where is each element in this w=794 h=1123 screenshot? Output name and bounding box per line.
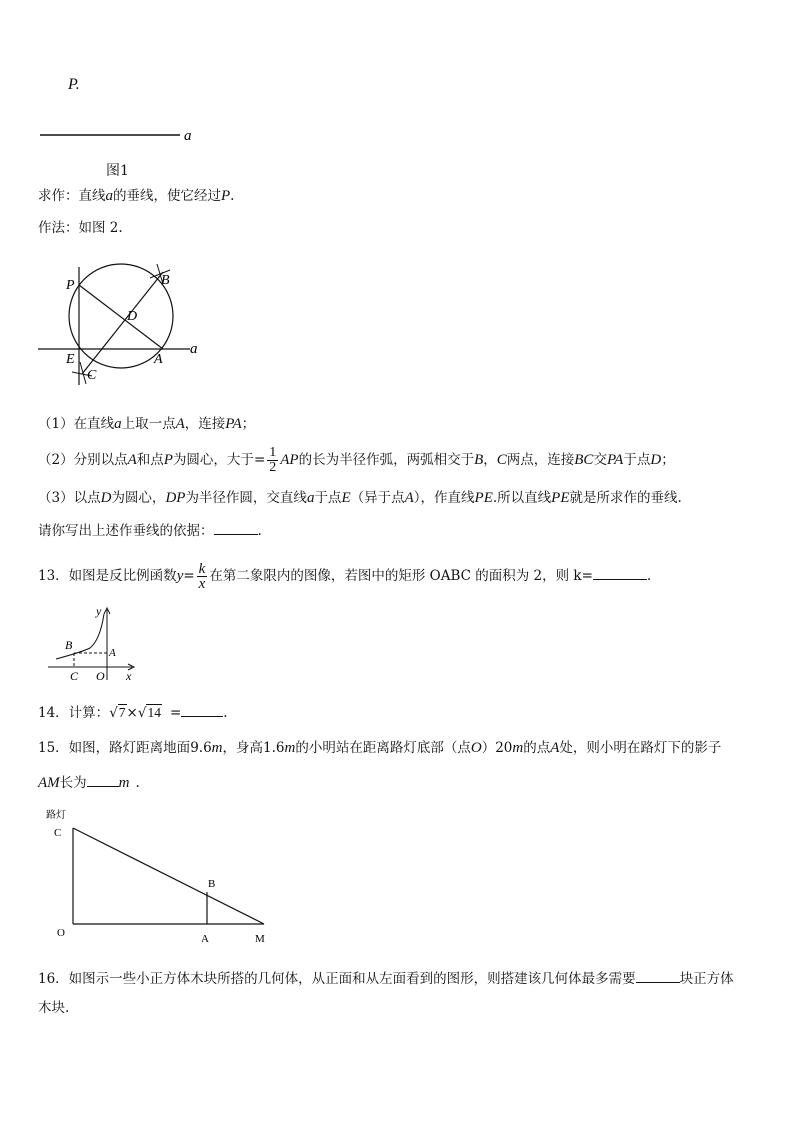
q15-label-A: A xyxy=(201,933,209,945)
answer-blank-14[interactable] xyxy=(181,702,223,717)
q13-label-y: y xyxy=(96,604,102,618)
fig1-line-label: a xyxy=(184,128,192,144)
answer-blank-12[interactable] xyxy=(214,520,258,535)
answer-blank-16[interactable] xyxy=(636,968,680,983)
question-16-line-2: 木块. xyxy=(38,1000,70,1016)
fig2-label-A: A xyxy=(154,352,163,367)
fig2-label-D: D xyxy=(127,309,138,324)
fig2-line-PA xyxy=(79,285,163,349)
figure-1 xyxy=(38,74,208,184)
q13-label-O: O xyxy=(96,669,105,683)
q13-label-B: B xyxy=(65,638,73,652)
q15-label-O: O xyxy=(57,927,65,939)
step-2: （2）分别以点A和点P为圆心，大于= $\frac{1}{2}$ AP的长为半径作弧，两弧相交于B，C两点，连接BC交PA于点D； xyxy=(38,445,675,475)
fig2-label-C: C xyxy=(87,368,97,383)
step-3: （3）以点D为圆心，DP为半径作圆，交直线a于点E（异于点A），作直线PE.所以直线PE就是所求作的垂线. xyxy=(38,490,682,506)
fig1-caption: 图1 xyxy=(106,163,129,179)
q13-label-x: x xyxy=(126,669,132,683)
step-2-fraction: $\frac{1}{2}$ xyxy=(269,445,277,475)
q15-label-C: C xyxy=(54,827,62,839)
fig1-point-label: P. xyxy=(68,76,80,93)
question-13: 13．如图是反比例函数y= $\frac{k}{x}$ 在第二象限内的图像，若图中的矩形 OABC 的面积为 2，则 k= . xyxy=(38,561,652,592)
q13-hyperbola xyxy=(56,614,104,659)
step-ask: 请你写出上述作垂线的依据： . xyxy=(38,520,262,541)
fig2-label-P: P xyxy=(66,278,75,293)
question-16-line-1: 16．如图示一些小正方体木块所搭的几何体，从正面和从左面看到的图形，则搭建该几何体最多需要 块正方体 xyxy=(38,968,734,989)
fig2-label-E: E xyxy=(66,352,75,367)
construction-task: 求作：直线a的垂线，使它经过P. xyxy=(38,188,235,204)
figure-2 xyxy=(30,262,210,387)
q15-light-ray xyxy=(73,828,264,924)
step-1: （1）在直线a上取一点A，连接PA； xyxy=(38,416,256,432)
answer-blank-13[interactable] xyxy=(593,565,647,580)
question-15-line-2: AM长为 m . xyxy=(38,772,140,793)
question-14: 14．计算：√7×√14 = . xyxy=(38,702,228,723)
fig2-label-B: B xyxy=(161,273,170,288)
q15-label-M: M xyxy=(255,933,265,945)
q13-figure xyxy=(44,604,144,684)
fig2-label-a: a xyxy=(190,341,198,357)
fig1-line-svg xyxy=(38,124,208,144)
construction-method: 作法：如图 2. xyxy=(38,220,123,236)
q13-label-C: C xyxy=(70,669,79,683)
q15-figure xyxy=(40,804,280,948)
q13-fraction: $\frac{k}{x}$ xyxy=(198,561,206,592)
q15-label-B: B xyxy=(208,878,216,890)
q15-label-lamp: 路灯 xyxy=(46,810,66,821)
question-15-line-1: 15．如图，路灯距离地面9.6m，身高1.6m的小明站在距离路灯底部（点O）20m的点A处，则小明在路灯下的影子 xyxy=(38,740,722,756)
q13-label-A: A xyxy=(109,647,116,659)
answer-blank-15[interactable] xyxy=(87,772,119,787)
